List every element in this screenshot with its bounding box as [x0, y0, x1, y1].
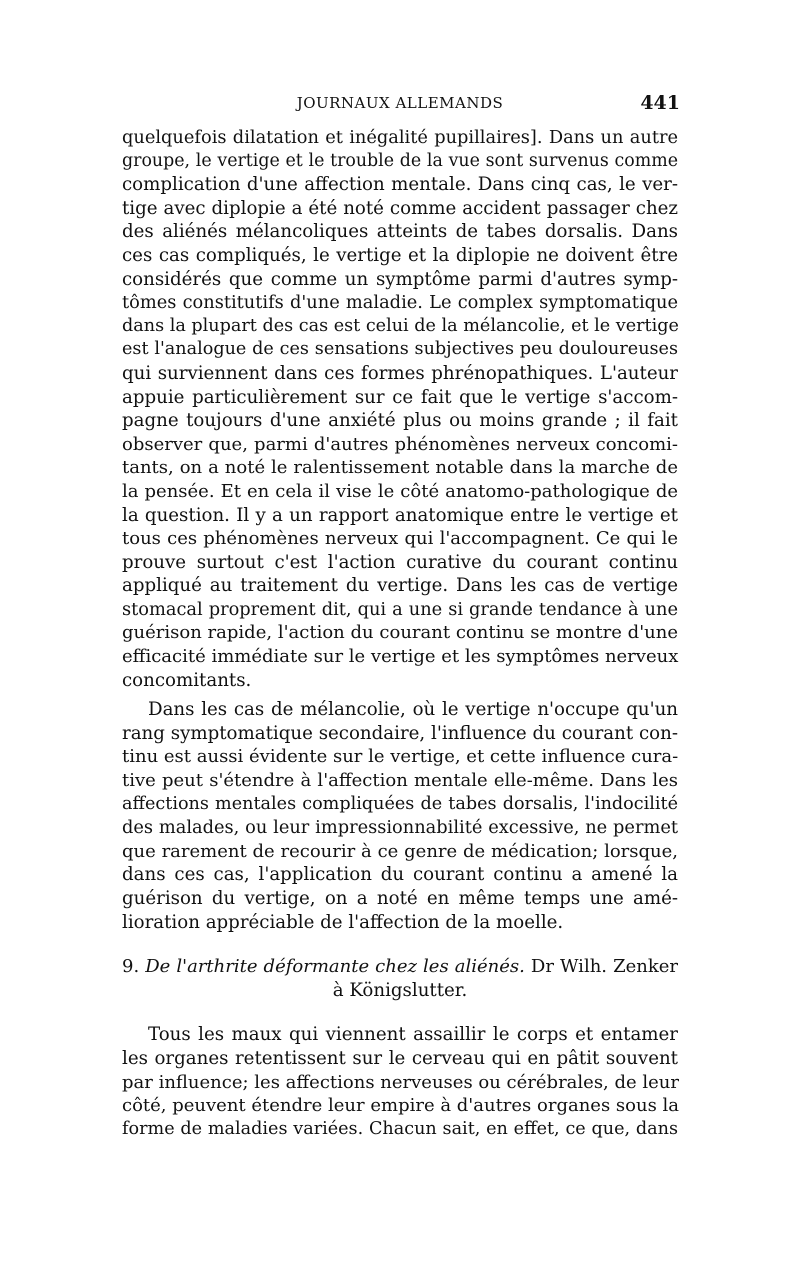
text-line: des aliénés mélancoliques atteints de tabes dorsalis. Dans	[122, 221, 678, 243]
text-line: dans ces cas, l'application du courant continu a amené la	[122, 864, 678, 886]
text-line: tige avec diplopie a été noté comme accident passager chez	[122, 197, 678, 219]
text-line: concomitants.	[122, 669, 252, 691]
text-line: forme de maladies variées. Chacun sait, en effet, ce que, dans	[122, 1118, 678, 1139]
section-title: De l'arthrite déformante chez les aliénés.	[145, 956, 525, 978]
text-line: ces cas compliqués, le vertige et la diplopie ne doivent être	[122, 244, 678, 266]
text-line: appuie particulièrement sur ce fait que le vertige s'accom-	[122, 386, 678, 408]
text-line: complication d'une affection mentale. Dans cinq cas, le ver-	[122, 174, 678, 196]
text-line: tinu est aussi évidente sur le vertige, et cette influence cura-	[122, 746, 679, 768]
text-line: pagne toujours d'une anxiété plus ou moins grande ; il fait	[122, 410, 678, 432]
heading-line	[122, 955, 678, 979]
text-line: des malades, ou leur impressionnabilité excessive, ne permet	[122, 817, 678, 839]
text-line: rang symptomatique secondaire, l'influence du courant con-	[122, 722, 678, 744]
text-line: par influence; les affections nerveuses ou cérébrales, de leur	[122, 1071, 679, 1093]
section-place: à Königslutter.	[332, 979, 468, 1001]
text-line: côté, peuvent étendre leur empire à d'autres organes sous la	[122, 1095, 680, 1117]
text-line: Tous les maux qui viennent assaillir le corps et entamer	[148, 1024, 678, 1046]
text-line: la question. Il y a un rapport anatomique entre le vertige et	[122, 504, 678, 526]
section-author: Dr Wilh. Zenker	[530, 956, 678, 978]
text-line: la pensée. Et en cela il vise le côté anatomo-pathologique de	[122, 480, 678, 502]
running-header	[122, 94, 678, 118]
text-line: qui surviennent dans ces formes phrénopathiques. L'auteur	[122, 362, 678, 384]
text-line: guérison du vertige, on a noté en même temps une amé-	[122, 888, 678, 909]
page-number: 441	[640, 92, 680, 114]
text-line: groupe, le vertige et le trouble de la vue sont survenus comme	[122, 150, 678, 171]
text-line: considérés que comme un symptôme parmi d'autres symp-	[122, 268, 678, 290]
text-line: dans la plupart des cas est celui de la mélancolie, et le vertige	[122, 315, 679, 336]
text-line: tômes constitutifs d'une maladie. Le complex symptomatique	[122, 292, 678, 314]
text-line: appliqué au traitement du vertige. Dans les cas de vertige	[122, 575, 678, 597]
text-line: quelquefois dilatation et inégalité pupillaires]. Dans un autre	[122, 127, 678, 148]
text-line: les organes retentissent sur le cerveau qui en pâtit souvent	[122, 1047, 678, 1069]
paragraph-2	[122, 698, 678, 934]
text-line: est l'analogue de ces sensations subjectives peu douloureuses	[122, 339, 678, 360]
running-title: JOURNAUX ALLEMANDS	[296, 94, 504, 112]
text-line: tous ces phénomènes nerveux qui l'accompagnent. Ce qui le	[122, 528, 678, 550]
body-text	[122, 126, 678, 1141]
text-line: observer que, parmi d'autres phénomènes nerveux concomi-	[122, 433, 678, 455]
text-line: lioration appréciable de l'affection de la moelle.	[122, 911, 564, 933]
text-line: tive peut s'étendre à l'affection mentale elle-même. Dans les	[122, 770, 678, 792]
paragraph-1	[122, 126, 678, 692]
text-line: Dans les cas de mélancolie, où le vertige n'occupe qu'un	[148, 699, 678, 721]
section-number: 9.	[122, 956, 140, 978]
text-line: affections mentales compliquées de tabes dorsalis, l'indocilité	[122, 793, 678, 814]
text-line: guérison rapide, l'action du courant continu se montre d'une	[122, 622, 678, 644]
text-line: stomacal proprement dit, qui a une si grande tendance à une	[122, 598, 678, 620]
paragraph-3	[122, 1023, 678, 1141]
section-heading	[122, 955, 678, 1002]
text-line: prouve surtout c'est l'action curative du courant continu	[122, 551, 678, 573]
text-line: tants, on a noté le ralentissement notable dans la marche de	[122, 457, 678, 479]
text-line: que rarement de recourir à ce genre de médication; lorsque,	[122, 840, 678, 862]
text-line: efficacité immédiate sur le vertige et les symptômes nerveux	[122, 646, 679, 668]
